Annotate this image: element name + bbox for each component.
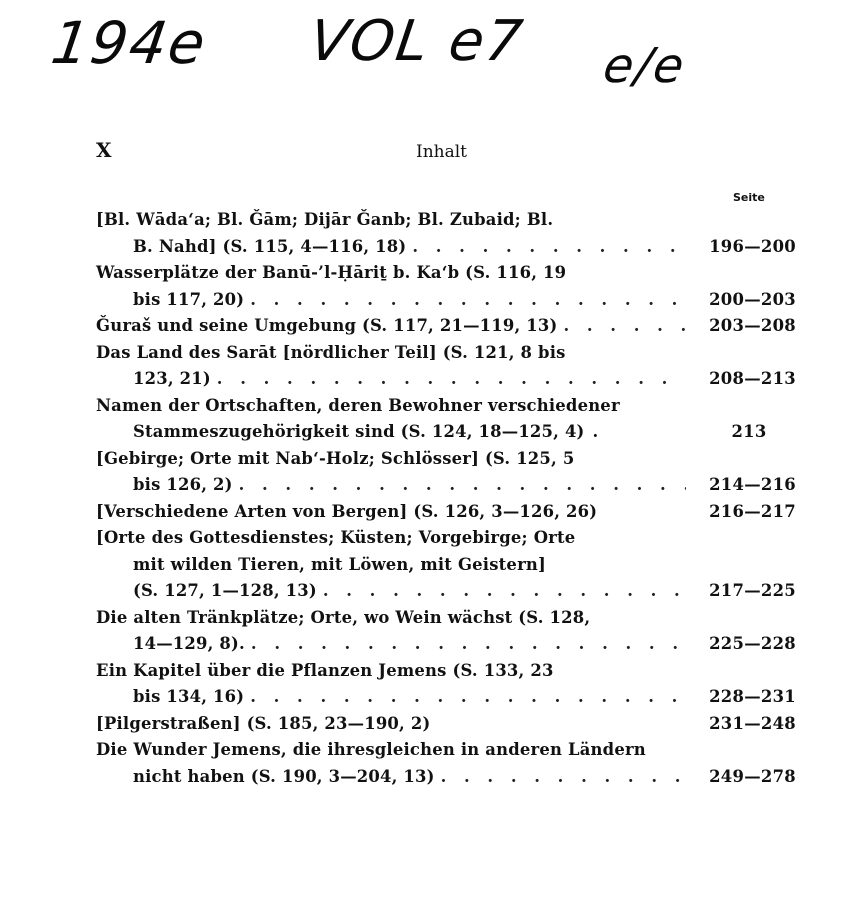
toc-entry <box>96 658 796 711</box>
page-number: X <box>96 138 112 162</box>
toc-page-range: 213 <box>731 422 767 441</box>
toc-entry-text: Ǧuraš und seine Umgebung (S. 117, 21—119, 13) <box>96 316 558 335</box>
toc-entry-text: nicht haben (S. 190, 3—204, 13) <box>133 766 435 786</box>
toc-entry-text: [Bl. Wāda‘a; Bl. Ǧām; Dijār Ǧanb; Bl. Zubaid; Bl. <box>96 210 554 229</box>
leader-dots <box>250 287 686 314</box>
toc-entry-text: Die Wunder Jemens, die ihresgleichen in anderen Ländern <box>96 740 646 759</box>
toc-entry <box>96 737 796 790</box>
toc-entry-text: Die alten Tränkplätze; Orte, wo Wein wächst (S. 128, <box>96 607 591 627</box>
toc-entry-text: bis 126, 2) <box>133 475 233 494</box>
toc-page-range: 196—200 <box>709 236 796 256</box>
handwritten-note-volume: VOL e7 <box>305 9 529 74</box>
toc-page-range: 217—225 <box>709 581 796 600</box>
running-head: Inhalt <box>416 142 468 162</box>
toc-page-range: 228—231 <box>709 687 796 706</box>
toc-entry-text: Stammeszugehörigkeit sind (S. 124, 18—125, 4) <box>133 422 585 441</box>
leader-dots <box>441 764 686 791</box>
toc-entry-text: bis 117, 20) <box>133 289 245 309</box>
toc-entry <box>96 207 796 260</box>
leader-dots <box>563 313 686 340</box>
toc-page-range: 249—278 <box>709 766 796 786</box>
toc-entry <box>96 499 796 526</box>
toc-entry-text: Wasserplätze der Banū-’l-Ḥāriṯ b. Ka‘b (S. 116, 19 <box>96 263 567 282</box>
toc-page-range: 208—213 <box>709 369 796 388</box>
toc-page-range: 203—208 <box>709 316 796 335</box>
toc-entry-text: [Gebirge; Orte mit Nab‘-Holz; Schlösser] (S. 125, 5 <box>96 448 575 468</box>
handwritten-note-left: 194e <box>47 9 212 77</box>
toc-entry-text: (S. 127, 1—128, 13) <box>133 581 317 600</box>
toc-entry-text: bis 134, 16) <box>133 687 245 706</box>
table-of-contents <box>96 207 796 790</box>
toc-entry-text: 123, 21) <box>133 369 211 388</box>
toc-entry <box>96 340 796 393</box>
leader-dots <box>217 366 686 393</box>
toc-entry-text: [Orte des Gottesdienstes; Küsten; Vorgebirge; Orte <box>96 528 576 547</box>
toc-entry: Namen der Ortschaften, deren Bewohner verschiedener Stammeszugehörigkeit sind (S. 124, 18—125, 4) . 213 <box>96 393 796 446</box>
toc-page-range: 225—228 <box>709 634 796 653</box>
toc-entry-text: [Verschiedene Arten von Bergen] (S. 126, 3—126, 26) <box>96 501 598 521</box>
leader-dots <box>323 578 686 605</box>
leader-dots <box>239 472 686 499</box>
toc-entry <box>96 525 796 605</box>
handwritten-note-right: e/e <box>600 38 690 94</box>
toc-entry <box>96 711 796 738</box>
toc-entry-text: Das Land des Sarāt [nördlicher Teil] (S. 121, 8 bis <box>96 342 566 362</box>
toc-page-range: 200—203 <box>709 289 796 309</box>
toc-entry-text: mit wilden Tieren, mit Löwen, mit Geistern] <box>133 554 546 574</box>
leader-dots <box>412 234 686 261</box>
page-column-label: Seite <box>733 191 765 204</box>
toc-entry-text: 14—129, 8). <box>133 634 245 653</box>
leader-dots <box>250 684 686 711</box>
leader-dots <box>251 631 686 658</box>
toc-entry-text: [Pilgerstraßen] (S. 185, 23—190, 2) <box>96 713 431 733</box>
toc-entry-text: B. Nahd] (S. 115, 4—116, 18) <box>133 236 407 256</box>
toc-entry <box>96 446 796 499</box>
toc-entry-text: Ein Kapitel über die Pflanzen Jemens (S. 133, 23 <box>96 660 554 680</box>
toc-entry-text: Namen der Ortschaften, deren Bewohner verschiedener <box>96 395 620 415</box>
toc-entry <box>96 260 796 313</box>
toc-entry <box>96 605 796 658</box>
toc-page-range: 214—216 <box>709 475 796 494</box>
toc-page-range: 231—248 <box>709 713 796 733</box>
toc-page-range: 216—217 <box>709 501 796 521</box>
toc-entry <box>96 313 796 340</box>
